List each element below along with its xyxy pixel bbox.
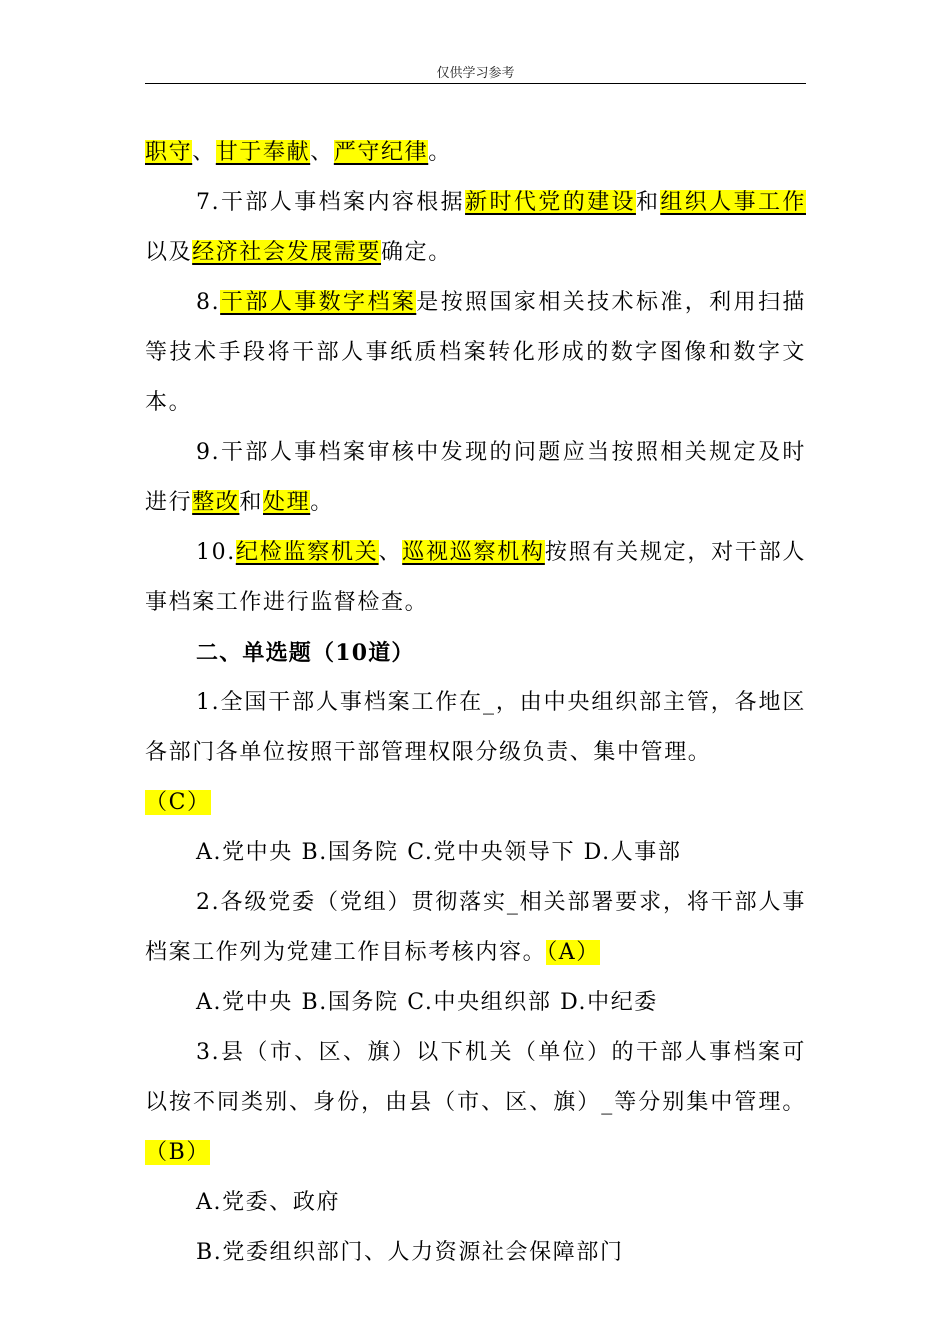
question-text: 3.县（市、区、旗）以下机关（单位）的干部人事档案可以按不同类别、身份，由县（市、区、旗）_等分别集中管理。 xyxy=(145,1040,806,1115)
highlight-answer: 经济社会发展需要 xyxy=(192,240,382,265)
fill-blank-item-8: 8.干部人事数字档案是按照国家相关技术标准，利用扫描等技术手段将干部人事纸质档案转化形成的数字图像和数字文本。 xyxy=(145,290,806,415)
answer-badge: （A） xyxy=(546,940,600,965)
question-text: 1.全国干部人事档案工作在_，由中央组织部主管，各地区各部门各单位按照干部管理权限分级负责、集中管理。 xyxy=(145,690,806,765)
highlight-answer: 整改 xyxy=(192,490,240,515)
question-3 xyxy=(145,1028,806,1178)
page-header: 仅供学习参考 xyxy=(436,66,515,81)
highlight-answer: 干部人事数字档案 xyxy=(220,290,417,315)
highlight-answer: 组织人事工作 xyxy=(660,190,806,215)
fill-blank-item-7: 7.干部人事档案内容根据新时代党的建设和组织人事工作以及经济社会发展需要确定。 xyxy=(145,190,806,265)
answer-badge: （C） xyxy=(145,790,211,815)
highlight-answer: 严守纪律 xyxy=(333,140,429,165)
header-divider xyxy=(145,83,806,84)
highlight-answer: 纪检监察机关 xyxy=(235,540,379,565)
question-1-options: A.党中央 B.国务院 C.党中央领导下 D.人事部 xyxy=(196,840,682,865)
fill-blank-item-10: 10.纪检监察机关、巡视巡察机构按照有关规定，对干部人事档案工作进行监督检查。 xyxy=(145,540,806,615)
question-2-options: A.党中央 B.国务院 C.中央组织部 D.中纪委 xyxy=(196,990,658,1015)
highlight-answer: 处理 xyxy=(263,490,311,515)
paragraph-continuation: 职守、甘于奉献、严守纪律。 xyxy=(145,140,452,165)
fill-blank-item-9: 9.干部人事档案审核中发现的问题应当按照相关规定及时进行整改和处理。 xyxy=(145,440,806,515)
question-text: 2.各级党委（党组）贯彻落实_相关部署要求，将干部人事档案工作列为党建工作目标考核内容。 xyxy=(145,890,806,965)
question-3-option-a: A.党委、政府 xyxy=(196,1190,341,1215)
question-2 xyxy=(145,878,806,978)
answer-badge: （B） xyxy=(145,1140,210,1165)
highlight-answer: 甘于奉献 xyxy=(215,140,311,165)
question-3-option-b: B.党委组织部门、人力资源社会保障部门 xyxy=(196,1240,624,1265)
question-1 xyxy=(145,678,806,828)
section-heading: 二、单选题（10道） xyxy=(196,640,415,666)
highlight-answer: 职守 xyxy=(145,140,193,165)
highlight-answer: 巡视巡察机构 xyxy=(402,540,545,565)
highlight-answer: 新时代党的建设 xyxy=(465,190,636,215)
document-body xyxy=(145,128,806,1278)
